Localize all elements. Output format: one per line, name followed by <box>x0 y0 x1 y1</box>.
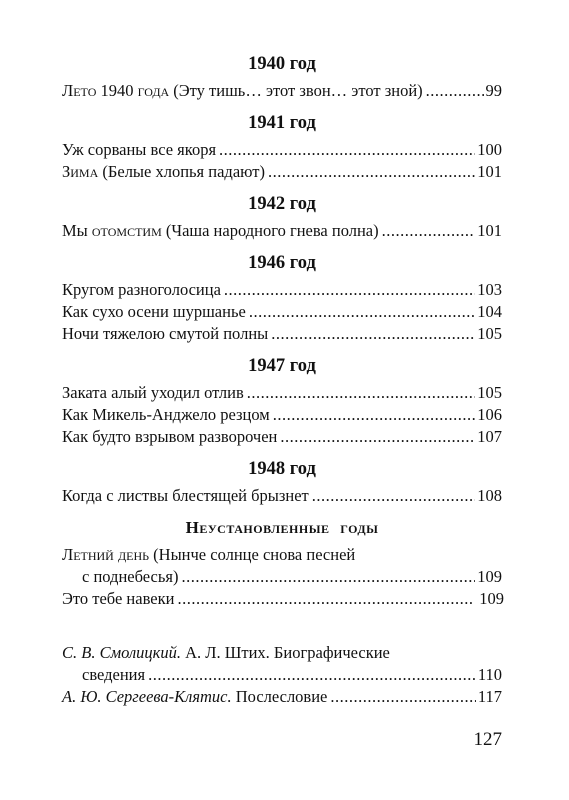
entry-title: Когда с листвы блестящей брызнет <box>62 486 309 505</box>
dot-leader <box>280 426 475 448</box>
entry-title-sc: Лето 1940 года <box>62 81 170 100</box>
dot-leader <box>249 301 475 323</box>
page-number: 127 <box>473 729 502 750</box>
year-heading-1946: 1946 год <box>248 253 316 273</box>
entry-title-cont: сведения <box>82 665 146 684</box>
dot-leader <box>426 80 484 102</box>
entry-title: Ночи тяжелою смутой полны <box>62 324 269 343</box>
undated-heading: Неустановленные годы <box>185 518 379 537</box>
entry-title: Как Микель-Анджело резцом <box>62 405 270 424</box>
dot-leader <box>148 664 476 686</box>
entry-page: 100 <box>477 140 502 159</box>
entry-page: 105 <box>477 383 502 402</box>
year-heading-1941: 1941 год <box>248 113 316 133</box>
dot-leader <box>268 161 475 183</box>
entry-page: 109 <box>477 567 502 586</box>
entry-title: (Белые хлопья падают) <box>98 162 265 181</box>
toc-entry <box>62 161 502 183</box>
entry-title-rest: (Чаша народного гнева полна) <box>161 221 379 240</box>
entry-page: 108 <box>477 486 502 505</box>
year-heading-1948: 1948 год <box>248 459 316 479</box>
toc-entry-line <box>62 642 502 664</box>
dot-leader <box>224 279 475 301</box>
toc-entry <box>62 279 502 301</box>
entry-page: 105 <box>477 324 502 343</box>
entry-page: 103 <box>477 280 502 299</box>
toc-entry <box>62 664 502 686</box>
toc-entry <box>62 426 502 448</box>
entry-page: 107 <box>477 427 502 446</box>
entry-title-sc: Зима <box>62 162 99 181</box>
toc-entry <box>62 485 502 507</box>
entry-page: 106 <box>477 405 502 424</box>
entry-title: Это тебе навеки <box>62 589 175 608</box>
dot-leader <box>273 404 476 426</box>
entry-title-sc: отомстим <box>91 221 162 240</box>
toc-entry <box>62 686 502 708</box>
entry-page: 110 <box>477 665 502 684</box>
toc-entry <box>62 301 502 323</box>
toc-entry <box>62 323 502 345</box>
entry-author: А. Ю. Сергеева-Клятис. <box>62 687 232 706</box>
year-heading-1947: 1947 год <box>248 356 316 376</box>
toc-entry <box>62 566 502 588</box>
dot-leader <box>181 566 475 588</box>
dot-leader <box>219 139 475 161</box>
year-heading-1942: 1942 год <box>248 194 316 214</box>
entry-page: 104 <box>477 302 502 321</box>
entry-title: Заката алый уходил отлив <box>62 383 244 402</box>
entry-title: Как будто взрывом разворочен <box>62 427 278 446</box>
year-heading-1940: 1940 год <box>248 54 316 74</box>
entry-page: 101 <box>477 162 502 181</box>
entry-title: Кругом разноголосица <box>62 280 221 299</box>
dot-leader <box>312 485 476 507</box>
entry-title-cont: с поднебесья) <box>82 567 179 586</box>
entry-title: Уж сорваны все якоря <box>62 140 217 159</box>
entry-author: С. В. Смолицкий. <box>62 643 181 662</box>
entry-page: 109 <box>479 589 504 608</box>
entry-title: А. Л. Штих. Биографические <box>181 643 390 662</box>
toc-entry-line <box>62 544 502 566</box>
toc-entry <box>62 220 502 242</box>
toc-entry <box>62 404 502 426</box>
entry-page: 99 <box>485 81 502 100</box>
entry-title: Как сухо осени шуршанье <box>62 302 246 321</box>
dot-leader <box>382 220 476 242</box>
dot-leader <box>177 588 473 610</box>
toc-entry <box>62 139 502 161</box>
entry-title: Послесловие <box>231 687 328 706</box>
dot-leader <box>271 323 475 345</box>
table-of-contents <box>62 52 502 708</box>
dot-leader <box>330 686 475 708</box>
entry-title: Мы <box>62 221 92 240</box>
entry-title: (Эту тишь… этот звон… этот зной) <box>169 81 423 100</box>
entry-title-sc: Летний день <box>62 545 150 564</box>
toc-entry <box>62 588 502 610</box>
toc-entry <box>62 80 502 102</box>
entry-page: 101 <box>477 221 502 240</box>
entry-title: (Нынче солнце снова песней <box>149 545 356 564</box>
entry-page: 117 <box>477 687 502 706</box>
dot-leader <box>247 382 475 404</box>
toc-entry <box>62 382 502 404</box>
